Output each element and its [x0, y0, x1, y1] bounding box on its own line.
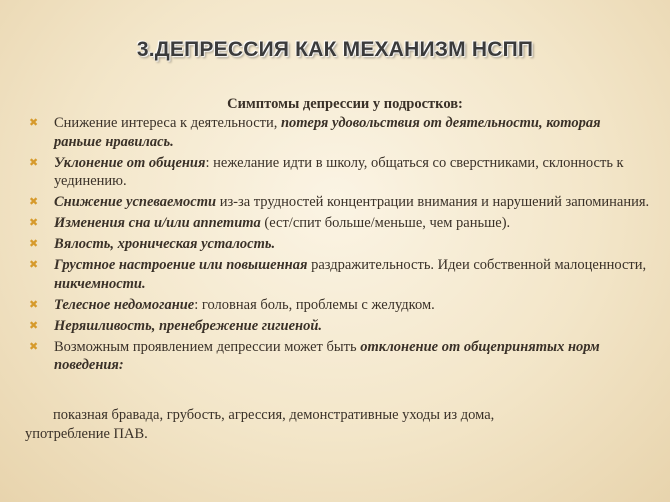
symptom-list	[25, 114, 650, 377]
list-item: ✖ Грустное настроение или повышенная раздражительность. Идеи собственной малоценности, никчемности.	[29, 257, 647, 292]
behavior-examples	[25, 406, 650, 443]
list-item: ✖ Снижение интереса к деятельности, потеря удовольствия от деятельности, которая раньше нравилась.	[29, 115, 601, 150]
tail-line-2: употребление ПАВ.	[25, 425, 148, 442]
list-item: ✖ Уклонение от общения: нежелание идти в школу, общаться со сверстниками, склонность к уединению.	[29, 154, 624, 189]
slide-title: 3.ДЕПРЕССИЯ КАК МЕХАНИЗМ НСПП	[136, 38, 534, 61]
tail-line-1: показная бравада, грубость, агрессия, демонстративные уходы из дома,	[53, 407, 495, 423]
x-bullet-icon: ✖	[29, 237, 39, 250]
x-bullet-icon: ✖	[29, 339, 39, 353]
x-bullet-icon: ✖	[29, 155, 39, 169]
list-item: ✖ Возможным проявлением депрессии может быть отклонение от общепринятых норм поведения:	[29, 338, 600, 373]
list-item: ✖ Неряшливость, пренебрежение гигиеной.	[29, 317, 323, 334]
list-item: ✖ Вялость, хроническая усталость.	[29, 236, 276, 252]
list-item: ✖ Снижение успеваемости из-за трудностей концентрации внимания и нарушений запоминания.	[29, 194, 650, 210]
x-bullet-icon: ✖	[29, 297, 39, 311]
list-item: ✖ Изменения сна и/или аппетита (ест/спит больше/меньше, чем раньше).	[29, 215, 511, 231]
list-item: ✖ Телесное недомогание: головная боль, проблемы с желудком.	[29, 296, 435, 313]
x-bullet-icon: ✖	[29, 116, 39, 129]
x-bullet-icon: ✖	[29, 258, 39, 271]
x-bullet-icon: ✖	[29, 195, 39, 208]
subtitle: Симптомы депрессии у подростков:	[227, 96, 463, 112]
x-bullet-icon: ✖	[29, 318, 39, 332]
x-bullet-icon: ✖	[29, 216, 39, 229]
